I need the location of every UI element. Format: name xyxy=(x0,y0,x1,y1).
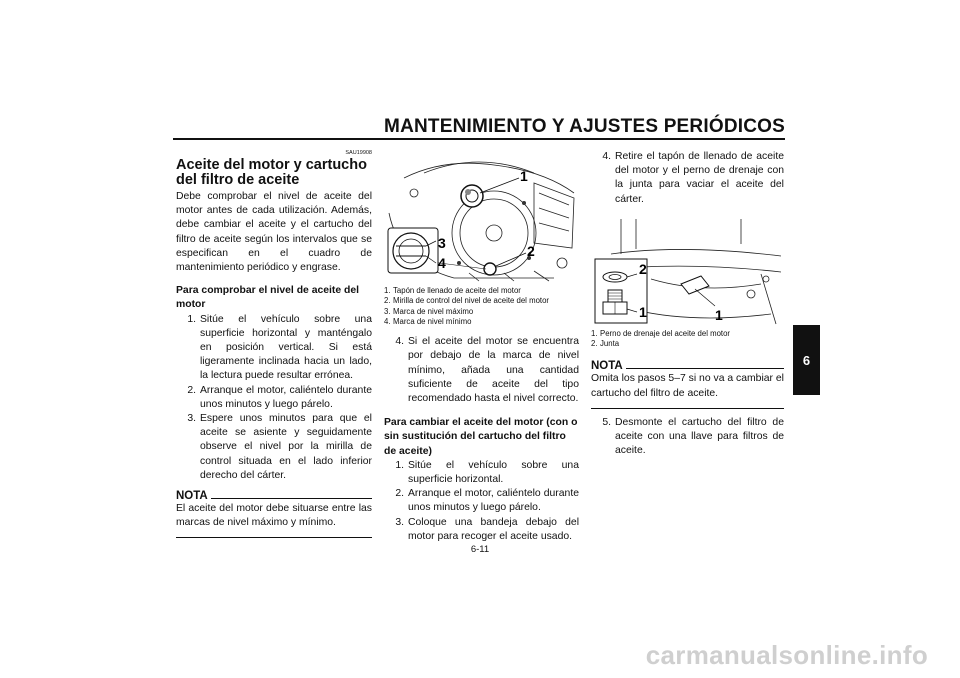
note-rule xyxy=(211,498,372,499)
column-3 xyxy=(591,150,784,458)
callout-label: 1 xyxy=(715,306,723,323)
callout-label: 4 xyxy=(438,255,446,271)
figure-captions xyxy=(591,329,784,350)
note-label: NOTA xyxy=(176,490,208,503)
note-text: Omita los pasos 5–7 si no va a cambiar el cartucho del filtro de aceite. xyxy=(591,373,784,399)
section-title: Aceite del motor y cartucho del filtro de aceite xyxy=(176,157,367,188)
step-item: 2. Arranque el motor, caliéntelo durante unos minutos y luego párelo. xyxy=(395,488,579,514)
callout-label: 2 xyxy=(527,243,535,259)
step-item: 5. Desmonte el cartucho del filtro de aceite con una llave para filtros de aceite. xyxy=(602,416,784,457)
note-end-rule xyxy=(591,408,784,409)
step-item: 1. Sitúe el vehículo sobre una superficie horizontal. xyxy=(395,459,579,486)
subheading-change-oil: Para cambiar el aceite del motor (con o sin sustitución del cartucho del filtro de aceite) xyxy=(384,417,578,457)
header-rule xyxy=(173,138,785,140)
watermark: carmanualsonline.info xyxy=(645,640,928,670)
step-item: 2. Arranque el motor, caliéntelo durante unos minutos y luego párelo. xyxy=(187,384,372,410)
drain-bolt-illustration xyxy=(591,214,784,328)
callout-label: 2 xyxy=(639,260,647,277)
subheading-check-level: Para comprobar el nivel de aceite del motor xyxy=(176,285,360,311)
section-code: SAU19908 xyxy=(345,150,372,156)
step-item: 1. Sitúe el vehículo sobre una superficie horizontal y manténgalo en posición vertical. Si está ligeramente inclinada hacia un lado, la lectura puede resultar errónea. xyxy=(187,313,372,382)
caption-item: 2. Mirilla de control del nivel de aceite del motor xyxy=(384,296,550,306)
drain-bolt-figure xyxy=(591,214,784,328)
callout-label: 1 xyxy=(520,168,528,184)
step-item: 3. Espere unos minutos para que el aceite se asiente y seguidamente observe el nivel por la mirilla de control situada en el lado inferior derecho del cárter. xyxy=(187,413,372,481)
column-2 xyxy=(384,150,579,544)
note-text: El aceite del motor debe situarse entre las marcas de nivel máximo y mínimo. xyxy=(176,503,372,529)
engine-oil-level-figure xyxy=(384,153,579,285)
note-end-rule xyxy=(176,537,372,538)
step-item: 4. Retire el tapón de llenado de aceite del motor y el perno de drenaje con la junta para vaciar el aceite del cárter. xyxy=(602,151,784,205)
note-header xyxy=(591,360,784,372)
step-item: 3. Coloque una bandeja debajo del motor para recoger el aceite usado. xyxy=(395,516,579,542)
intro-paragraph: Debe comprobar el nivel de aceite del motor antes de cada utilización. Además, debe cambiar el aceite y el cartucho del filtro de aceite según los intervalos que se especifican en el cuadro de mantenimiento periódico y engrase. xyxy=(176,191,372,274)
callout-label: 1 xyxy=(639,303,647,320)
page-number: 6-11 xyxy=(470,544,490,555)
caption-item: 1. Tapón de llenado de aceite del motor xyxy=(384,286,521,295)
engine-illustration xyxy=(384,153,579,285)
figure-captions xyxy=(384,286,579,327)
step-item: 4. Si el aceite del motor se encuentra por debajo de la marca de nivel mínimo, añada una cantidad suficiente de aceite del tipo recomendado hasta el nivel correcto. xyxy=(395,336,579,404)
caption-item: 1. Perno de drenaje del aceite del motor xyxy=(591,328,731,338)
caption-item: 4. Marca de nivel mínimo xyxy=(384,316,472,326)
column-1 xyxy=(176,150,372,538)
caption-item: 3. Marca de nivel máximo xyxy=(384,306,474,316)
chapter-tab: 6 xyxy=(793,325,820,395)
callout-label: 3 xyxy=(438,235,446,251)
note-header xyxy=(176,490,372,502)
page-header-title: MANTENIMIENTO Y AJUSTES PERIÓDICOS xyxy=(384,116,785,137)
note-label: NOTA xyxy=(591,360,623,373)
caption-item: 2. Junta xyxy=(591,339,620,349)
note-rule xyxy=(626,368,784,369)
